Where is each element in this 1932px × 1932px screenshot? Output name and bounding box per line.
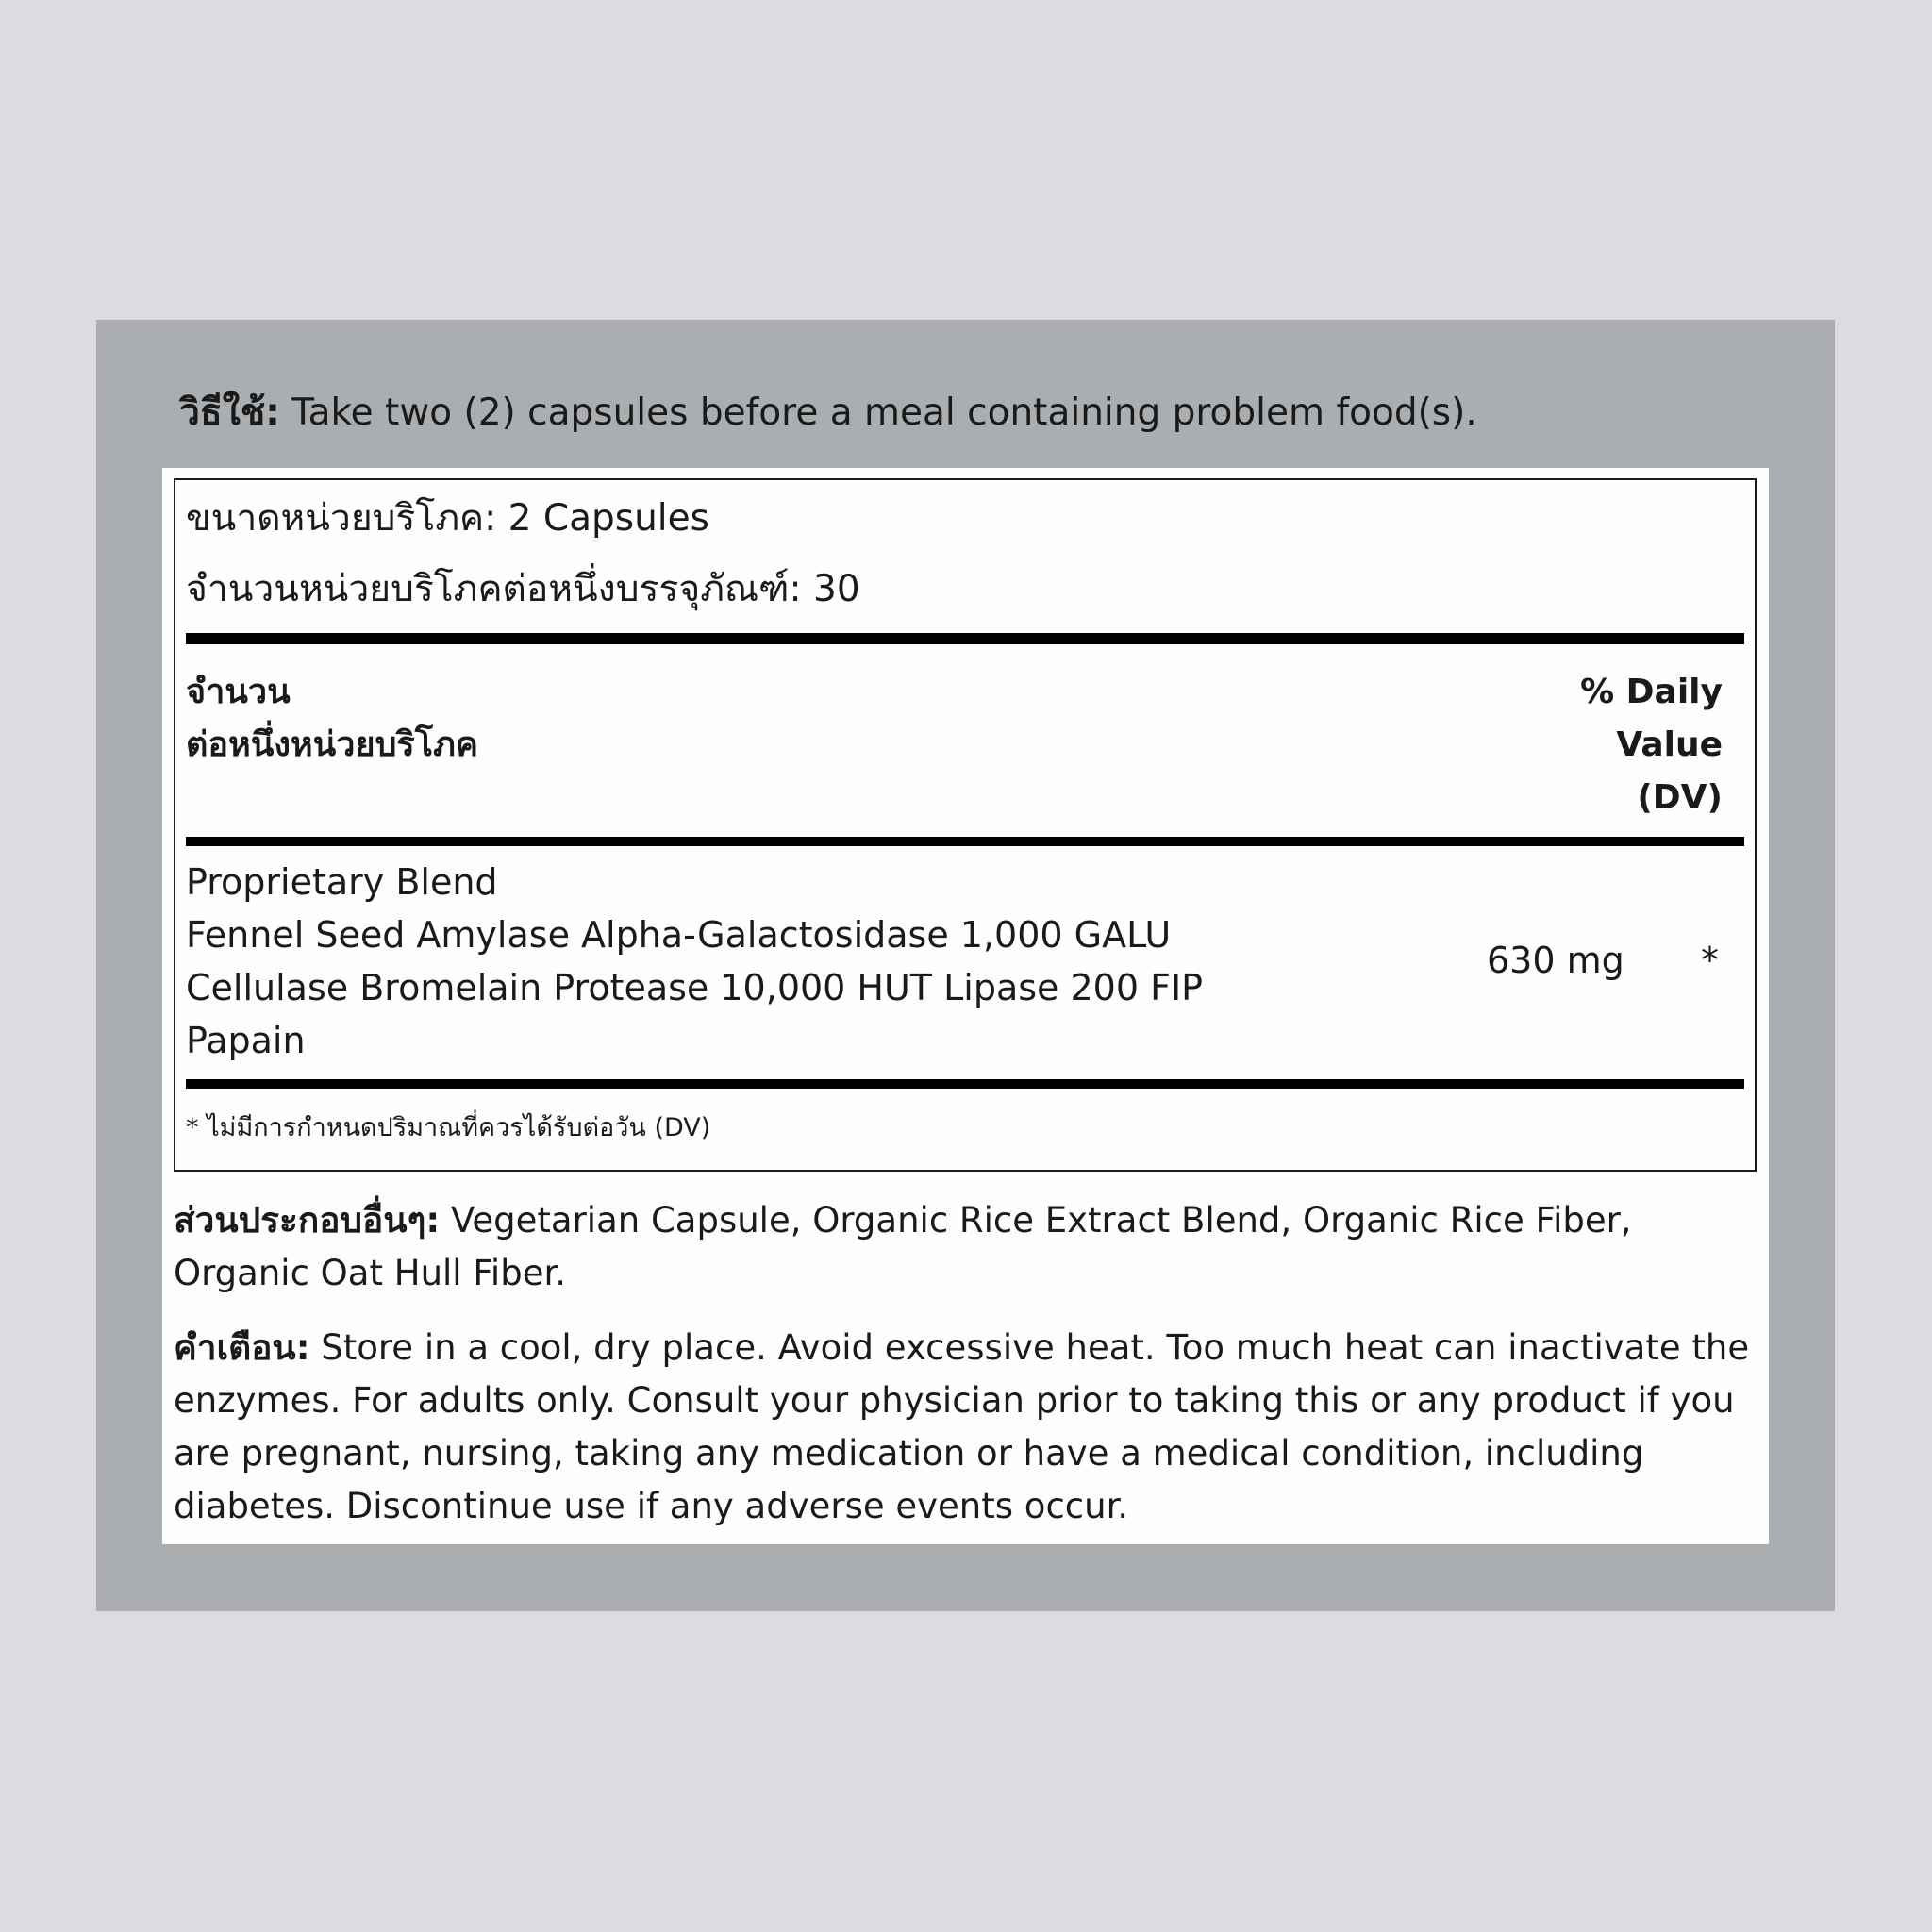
serving-size: ขนาดหน่วยบริโภค: 2 Capsules (186, 497, 709, 540)
header-left-line-2: ต่อหนึ่งหน่วยบริโภค (186, 725, 478, 764)
header-right-line-3: (DV) (1637, 778, 1723, 817)
other-ingredients-label: ส่วนประกอบอื่นๆ: (174, 1200, 441, 1241)
thick-divider-1 (186, 633, 1744, 644)
amount-per-serving-header (186, 666, 478, 772)
header-right-line-2: Value (1616, 725, 1723, 764)
blend-daily-value: * (1701, 940, 1719, 981)
blend-line-1: Proprietary Blend (186, 861, 498, 903)
dv-footnote: * ไม่มีการกำหนดปริมาณที่ควรได้รับต่อวัน (DV) (186, 1113, 711, 1142)
other-ingredients (174, 1194, 1758, 1300)
directions-body: Take two (2) capsules before a meal containing problem food(s). (279, 391, 1477, 434)
other-ingredients-body: Vegetarian Capsule, Organic Rice Extract Blend, Organic Rice Fiber, Organic Oat Hull Fiber. (174, 1200, 1632, 1293)
directions-text (179, 387, 1783, 440)
daily-value-header (1491, 666, 1723, 824)
blend-line-3: Cellulase Bromelain Protease 10,000 HUT Lipase 200 FIP (186, 967, 1204, 1008)
warning-label: คำเตือน: (174, 1327, 310, 1368)
header-right-line-1: % Daily (1580, 673, 1723, 711)
thick-divider-2 (186, 837, 1744, 846)
thick-divider-3 (186, 1079, 1744, 1089)
warning-text (174, 1322, 1758, 1533)
blend-line-2: Fennel Seed Amylase Alpha-Galactosidase 1,000 GALU (186, 914, 1172, 956)
header-left-line-1: จำนวน (186, 673, 291, 711)
blend-line-4: Papain (186, 1020, 306, 1061)
servings-per-container: จำนวนหน่วยบริโภคต่อหนึ่งบรรจุภัณฑ์: 30 (186, 568, 860, 610)
blend-amount: 630 mg (1487, 940, 1624, 981)
proprietary-blend (186, 856, 1203, 1067)
warning-body: Store in a cool, dry place. Avoid excessive heat. Too much heat can inactivate the enzymes. For adults only. Consult your physician prior to taking this or any product if you are pregnant, nursing, taking any medication or have a medical condition, including diabetes. Discontinue use if any adverse events occur. (174, 1327, 1750, 1526)
directions-label: วิธีใช้: (179, 391, 280, 434)
